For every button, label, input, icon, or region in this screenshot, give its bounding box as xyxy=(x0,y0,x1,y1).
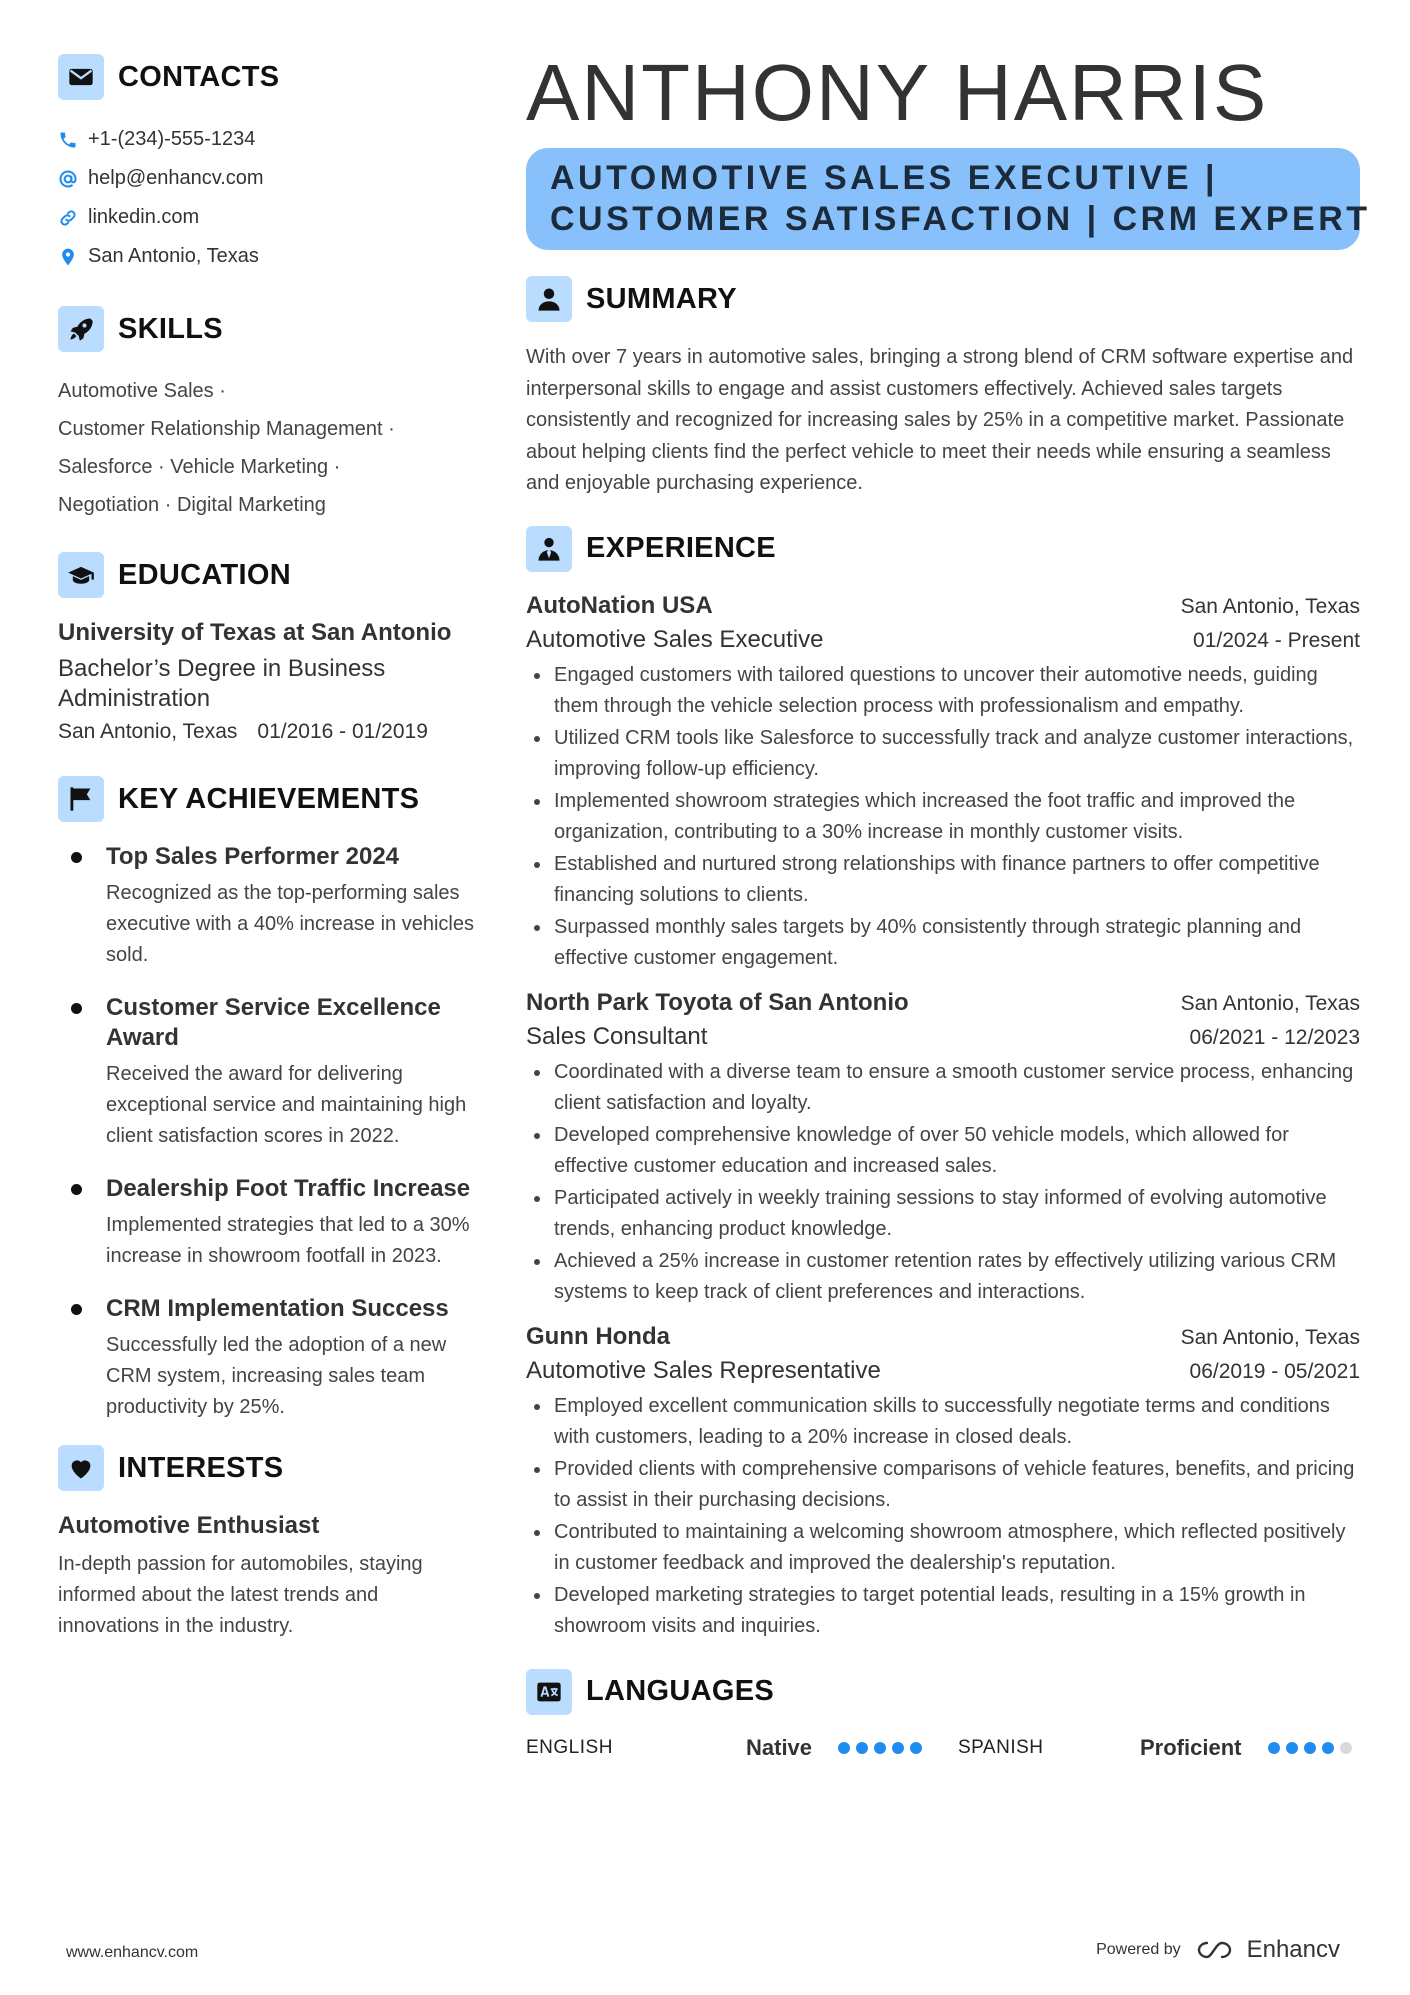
achievements-heading xyxy=(58,776,478,822)
job-bullet-text: Implemented showroom strategies which increased the foot traffic and improved the organization, contributing to a 30% increase in monthly customer visits. xyxy=(554,789,1296,843)
candidate-name: ANTHONY HARRIS xyxy=(526,48,1269,137)
job-bullet xyxy=(526,912,1360,975)
bullet-icon xyxy=(534,1196,540,1202)
job-bullet xyxy=(526,660,1360,723)
bullet-icon xyxy=(534,1467,540,1473)
summary-heading xyxy=(526,276,1360,322)
job-role: Automotive Sales Executive xyxy=(526,625,824,653)
job-location: San Antonio, Texas xyxy=(1180,1325,1360,1349)
job-bullet xyxy=(526,1183,1360,1246)
skills-list xyxy=(58,372,478,524)
graduation-cap-icon xyxy=(58,552,104,598)
job-bullets xyxy=(526,1057,1360,1309)
at-icon xyxy=(58,169,78,189)
interest-entry xyxy=(58,1511,478,1642)
job-dates: 06/2021 - 12/2023 xyxy=(1189,1025,1360,1049)
job-bullet-text: Engaged customers with tailored questions to uncover their automotive needs, guiding them through the vehicle selection process with professionalism and empathy. xyxy=(554,663,1318,717)
bullet-icon xyxy=(534,1259,540,1265)
bullet-icon xyxy=(534,1404,540,1410)
job-dates: 06/2019 - 05/2021 xyxy=(1189,1359,1360,1383)
achievement-item xyxy=(58,993,478,1152)
job-bullet xyxy=(526,1391,1360,1454)
bullet-icon xyxy=(534,1070,540,1076)
education-title: EDUCATION xyxy=(118,558,291,591)
language-name: ENGLISH xyxy=(526,1736,613,1758)
achievement-desc: Received the award for delivering exceptional service and maintaining high client satisfaction scores in 2022. xyxy=(106,1063,467,1147)
education-meta xyxy=(58,720,478,744)
headline-banner xyxy=(526,148,1371,250)
job-bullet-text: Provided clients with comprehensive comparisons of vehicle features, benefits, and pricing to assist in their purchasing decisions. xyxy=(554,1457,1355,1511)
job-dates: 01/2024 - Present xyxy=(1193,628,1360,652)
achievement-item xyxy=(58,1174,478,1272)
summary-title: SUMMARY xyxy=(586,282,737,315)
contacts-heading xyxy=(58,54,478,100)
interests-heading xyxy=(58,1445,478,1491)
brand-logo[interactable] xyxy=(1195,1936,1340,1964)
job-bullets xyxy=(526,660,1360,975)
bullet-icon xyxy=(71,1184,82,1195)
languages-heading xyxy=(526,1669,1360,1715)
language-level: Native xyxy=(746,1734,813,1760)
achievement-title: CRM Implementation Success xyxy=(106,1295,449,1322)
skills-line: Customer Relationship Management · xyxy=(58,418,395,440)
skills-heading xyxy=(58,306,478,352)
achievements-list xyxy=(58,842,478,1423)
job-bullet-text: Surpassed monthly sales targets by 40% consistently through strategic planning and effective customer engagement. xyxy=(554,915,1302,969)
job-bullet xyxy=(526,849,1360,912)
job-bullet xyxy=(526,1057,1360,1120)
link-icon xyxy=(58,208,78,228)
heart-icon xyxy=(58,1445,104,1491)
achievement-title: Customer Service Excellence Award xyxy=(106,994,441,1051)
language-item xyxy=(958,1735,1360,1761)
language-item xyxy=(526,1735,958,1761)
achievement-title: Top Sales Performer 2024 xyxy=(106,843,400,870)
job-bullet xyxy=(526,723,1360,786)
experience-entry xyxy=(526,592,1360,975)
bullet-icon xyxy=(534,1133,540,1139)
skills-line: Automotive Sales · xyxy=(58,380,226,402)
flag-icon xyxy=(58,776,104,822)
language-rating xyxy=(838,1742,922,1754)
contact-email[interactable] xyxy=(58,159,478,198)
rating-dot-empty xyxy=(1340,1742,1352,1754)
rating-dot-filled xyxy=(1268,1742,1280,1754)
education-school: University of Texas at San Antonio xyxy=(58,619,452,646)
job-bullet xyxy=(526,1580,1360,1643)
headline-line: AUTOMOTIVE SALES EXECUTIVE | xyxy=(550,159,1218,197)
languages-title: LANGUAGES xyxy=(586,1675,774,1707)
rocket-icon xyxy=(58,306,104,352)
job-bullet-text: Utilized CRM tools like Salesforce to successfully track and analyze customer interactions, improving follow-up efficiency. xyxy=(554,726,1354,780)
bullet-icon xyxy=(534,1530,540,1536)
job-role: Sales Consultant xyxy=(526,1022,708,1050)
job-location: San Antonio, Texas xyxy=(1180,594,1360,618)
interests-title: INTERESTS xyxy=(118,1451,284,1484)
bullet-icon xyxy=(534,799,540,805)
language-name: SPANISH xyxy=(958,1736,1044,1758)
job-bullet-text: Developed comprehensive knowledge of over 50 vehicle models, which allowed for effective customer education and increased sales. xyxy=(554,1123,1289,1177)
rating-dot-filled xyxy=(892,1742,904,1754)
language-rating xyxy=(1268,1742,1352,1754)
contact-linkedin[interactable] xyxy=(58,198,478,237)
skills-title: SKILLS xyxy=(118,312,223,345)
contact-location xyxy=(58,237,478,276)
contacts-list xyxy=(58,120,478,276)
experience-title: EXPERIENCE xyxy=(586,532,776,564)
job-bullet-text: Participated actively in weekly training sessions to stay informed of evolving automotive trends, enhancing product knowledge. xyxy=(554,1186,1327,1240)
bullet-icon xyxy=(71,1003,82,1014)
envelope-icon xyxy=(58,54,104,100)
job-bullet xyxy=(526,1517,1360,1580)
enhancv-logo-icon xyxy=(1195,1939,1239,1961)
skills-line: Salesforce · Vehicle Marketing · xyxy=(58,456,341,478)
job-company: North Park Toyota of San Antonio xyxy=(526,988,909,1016)
translate-icon xyxy=(526,1669,572,1715)
right-column xyxy=(526,48,1371,1761)
achievement-desc: Implemented strategies that led to a 30% increase in showroom footfall in 2023. xyxy=(106,1214,470,1267)
footer-branding xyxy=(1096,1936,1340,1964)
bullet-icon xyxy=(534,673,540,679)
contact-phone-text: +1-(234)-555-1234 xyxy=(88,128,256,150)
phone-icon xyxy=(58,130,78,150)
experience-entry xyxy=(526,1323,1360,1643)
rating-dot-filled xyxy=(910,1742,922,1754)
job-location: San Antonio, Texas xyxy=(1180,991,1360,1015)
job-bullet xyxy=(526,1120,1360,1183)
footer-website[interactable]: www.enhancv.com xyxy=(66,1944,199,1961)
contact-email-text: help@enhancv.com xyxy=(88,167,264,189)
headline-line: CUSTOMER SATISFACTION | CRM EXPERT xyxy=(550,200,1371,238)
location-pin-icon xyxy=(58,247,78,267)
bullet-icon xyxy=(534,1593,540,1599)
achievements-title: KEY ACHIEVEMENTS xyxy=(118,782,420,815)
contact-linkedin-text: linkedin.com xyxy=(88,206,200,228)
achievement-desc: Successfully led the adoption of a new CRM system, increasing sales team productivity by 25%. xyxy=(106,1334,447,1418)
job-bullet-text: Established and nurtured strong relationships with finance partners to offer competitive financing solutions to clients. xyxy=(554,852,1320,906)
rating-dot-filled xyxy=(1304,1742,1316,1754)
job-role: Automotive Sales Representative xyxy=(526,1356,881,1384)
job-bullet-text: Coordinated with a diverse team to ensure a smooth customer service process, enhancing client satisfaction and loyalty. xyxy=(554,1060,1354,1114)
bullet-icon xyxy=(534,736,540,742)
education-entry xyxy=(58,618,478,744)
rating-dot-filled xyxy=(1286,1742,1298,1754)
bullet-icon xyxy=(71,1304,82,1315)
brand-name: Enhancv xyxy=(1246,1936,1340,1963)
education-degree: Bachelor’s Degree in Business Administration xyxy=(58,655,386,712)
achievement-title: Dealership Foot Traffic Increase xyxy=(106,1175,471,1202)
job-company: Gunn Honda xyxy=(526,1322,670,1350)
education-location: San Antonio, Texas xyxy=(58,720,238,743)
bullet-icon xyxy=(534,925,540,931)
summary-text: With over 7 years in automotive sales, bringing a strong blend of CRM software expertise and interpersonal skills to engage and assist customers effectively. Achieved sales targets consistently and recognized for increasing sales by 25% in a competitive market. Passionate about helping clients find the perfect vehicle to meet their needs while ensuring a seamless and enjoyable purchasing experience. xyxy=(526,346,1354,494)
job-bullet xyxy=(526,1454,1360,1517)
skills-line: Negotiation · Digital Marketing xyxy=(58,494,326,516)
interest-desc: In-depth passion for automobiles, staying informed about the latest trends and innovations in the industry. xyxy=(58,1553,423,1637)
job-bullet-text: Achieved a 25% increase in customer retention rates by effectively utilizing various CRM systems to keep track of client preferences and interactions. xyxy=(554,1249,1337,1303)
job-bullet xyxy=(526,1246,1360,1309)
business-person-icon xyxy=(526,526,572,572)
job-bullet xyxy=(526,786,1360,849)
job-bullets xyxy=(526,1391,1360,1643)
experience-entry xyxy=(526,989,1360,1309)
education-heading xyxy=(58,552,478,598)
rating-dot-filled xyxy=(1322,1742,1334,1754)
job-bullet-text: Developed marketing strategies to target potential leads, resulting in a 15% growth in showroom visits and inquiries. xyxy=(554,1583,1306,1637)
languages-list xyxy=(526,1735,1360,1761)
rating-dot-filled xyxy=(838,1742,850,1754)
interest-title: Automotive Enthusiast xyxy=(58,1512,320,1539)
job-bullet-text: Employed excellent communication skills to successfully negotiate terms and conditions with customers, leading to a 20% increase in closed deals. xyxy=(554,1394,1330,1448)
job-bullet-text: Contributed to maintaining a welcoming showroom atmosphere, which reflected positively in customer feedback and improved the dealership's reputation. xyxy=(554,1520,1346,1574)
education-dates: 01/2016 - 01/2019 xyxy=(257,720,428,743)
bullet-icon xyxy=(534,862,540,868)
contact-phone[interactable] xyxy=(58,120,478,159)
rating-dot-filled xyxy=(874,1742,886,1754)
rating-dot-filled xyxy=(856,1742,868,1754)
left-column xyxy=(58,54,478,1642)
bullet-icon xyxy=(71,852,82,863)
achievement-desc: Recognized as the top-performing sales executive with a 40% increase in vehicles sold. xyxy=(106,882,474,966)
experience-heading xyxy=(526,526,1360,572)
achievement-item xyxy=(58,842,478,971)
powered-by-label: Powered by xyxy=(1096,1941,1181,1958)
user-icon xyxy=(526,276,572,322)
language-level: Proficient xyxy=(1140,1734,1242,1760)
achievement-item xyxy=(58,1294,478,1423)
contact-location-text: San Antonio, Texas xyxy=(88,245,259,267)
job-company: AutoNation USA xyxy=(526,591,713,619)
contacts-title: CONTACTS xyxy=(118,60,280,93)
